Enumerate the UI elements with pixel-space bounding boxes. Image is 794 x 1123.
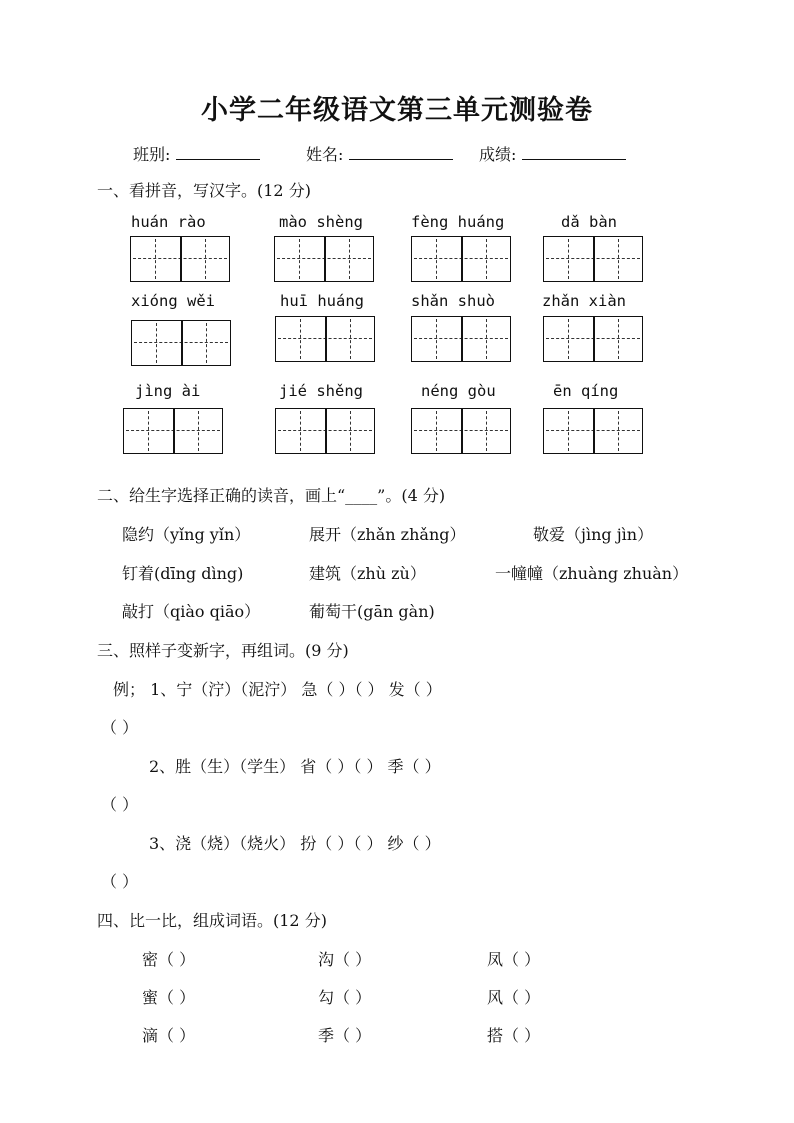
exercise-line[interactable]: 3、浇（烧）（烧火） 扮（ ）（ ） 纱（ ）: [149, 834, 441, 853]
exercise-wrap[interactable]: （ ）: [101, 718, 139, 737]
pinyin-label: jié shěng: [279, 382, 363, 400]
exercise-wrap[interactable]: （ ）: [101, 795, 139, 814]
pinyin-label: néng gòu: [421, 382, 496, 400]
writing-grid[interactable]: [543, 408, 643, 454]
exercise-line[interactable]: 2、胜（生）（学生） 省（ ）（ ） 季（ ）: [149, 757, 441, 776]
class-label: 班别:: [133, 145, 171, 164]
writing-grid[interactable]: [275, 316, 375, 362]
pinyin-label: huán rào: [131, 213, 206, 231]
class-blank[interactable]: [176, 143, 260, 160]
compare-item[interactable]: 季（ ）: [318, 1026, 372, 1045]
reading-choice[interactable]: 葡萄干(gān gàn): [309, 602, 435, 621]
pinyin-label: huī huáng: [280, 292, 364, 310]
reading-choice[interactable]: 敲打（qiào qiāo）: [122, 602, 261, 621]
writing-grid[interactable]: [411, 316, 511, 362]
pinyin-label: ēn qíng: [553, 382, 619, 400]
reading-choice[interactable]: 钉着(dīng dìng): [122, 564, 244, 583]
writing-grid[interactable]: [130, 236, 230, 282]
class-field: [133, 142, 260, 165]
writing-grid[interactable]: [411, 408, 511, 454]
section2-heading: 二、给生字选择正确的读音，画上“____”。(4 分): [97, 486, 446, 505]
reading-choice[interactable]: 隐约（yǐng yǐn）: [122, 525, 251, 544]
reading-choice[interactable]: 建筑（zhù zù）: [309, 564, 426, 583]
compare-item[interactable]: 凤（ ）: [487, 950, 541, 969]
pinyin-label: zhǎn xiàn: [542, 292, 626, 310]
pinyin-label: xióng wěi: [131, 292, 215, 310]
pinyin-label: dǎ bàn: [561, 213, 617, 231]
page-title: 小学二年级语文第三单元测验卷: [201, 95, 593, 126]
compare-item[interactable]: 滴（ ）: [142, 1026, 196, 1045]
exercise-line[interactable]: 例； 1、宁（泞）（泥泞） 急（ ）（ ） 发（ ）: [113, 680, 442, 699]
writing-grid[interactable]: [131, 320, 231, 366]
compare-item[interactable]: 风（ ）: [487, 988, 541, 1007]
section4-heading: 四、比一比，组成词语。(12 分): [97, 911, 327, 930]
compare-item[interactable]: 勾（ ）: [318, 988, 372, 1007]
pinyin-label: jìng ài: [135, 382, 201, 400]
name-field: [306, 142, 453, 165]
writing-grid[interactable]: [275, 408, 375, 454]
reading-choice[interactable]: 展开（zhǎn zhǎng）: [309, 525, 466, 544]
section1-heading: 一、看拼音，写汉字。(12 分): [97, 181, 311, 200]
writing-grid[interactable]: [543, 316, 643, 362]
writing-grid[interactable]: [123, 408, 223, 454]
section3-heading: 三、照样子变新字，再组词。(9 分): [97, 641, 349, 660]
score-blank[interactable]: [522, 143, 626, 160]
score-field: [479, 142, 626, 165]
pinyin-label: mào shèng: [279, 213, 363, 231]
name-label: 姓名:: [306, 145, 344, 164]
writing-grid[interactable]: [543, 236, 643, 282]
reading-choice[interactable]: 敬爱（jìng jìn）: [533, 525, 654, 544]
compare-item[interactable]: 沟（ ）: [318, 950, 372, 969]
compare-item[interactable]: 蜜（ ）: [142, 988, 196, 1007]
compare-item[interactable]: 搭（ ）: [487, 1026, 541, 1045]
compare-item[interactable]: 密（ ）: [142, 950, 196, 969]
pinyin-label: fèng huáng: [411, 213, 505, 231]
pinyin-label: shǎn shuò: [411, 292, 495, 310]
writing-grid[interactable]: [411, 236, 511, 282]
exercise-wrap[interactable]: （ ）: [101, 872, 139, 891]
name-blank[interactable]: [349, 143, 453, 160]
writing-grid[interactable]: [274, 236, 374, 282]
score-label: 成绩:: [479, 145, 517, 164]
reading-choice[interactable]: 一幢幢（zhuàng zhuàn）: [495, 564, 689, 583]
